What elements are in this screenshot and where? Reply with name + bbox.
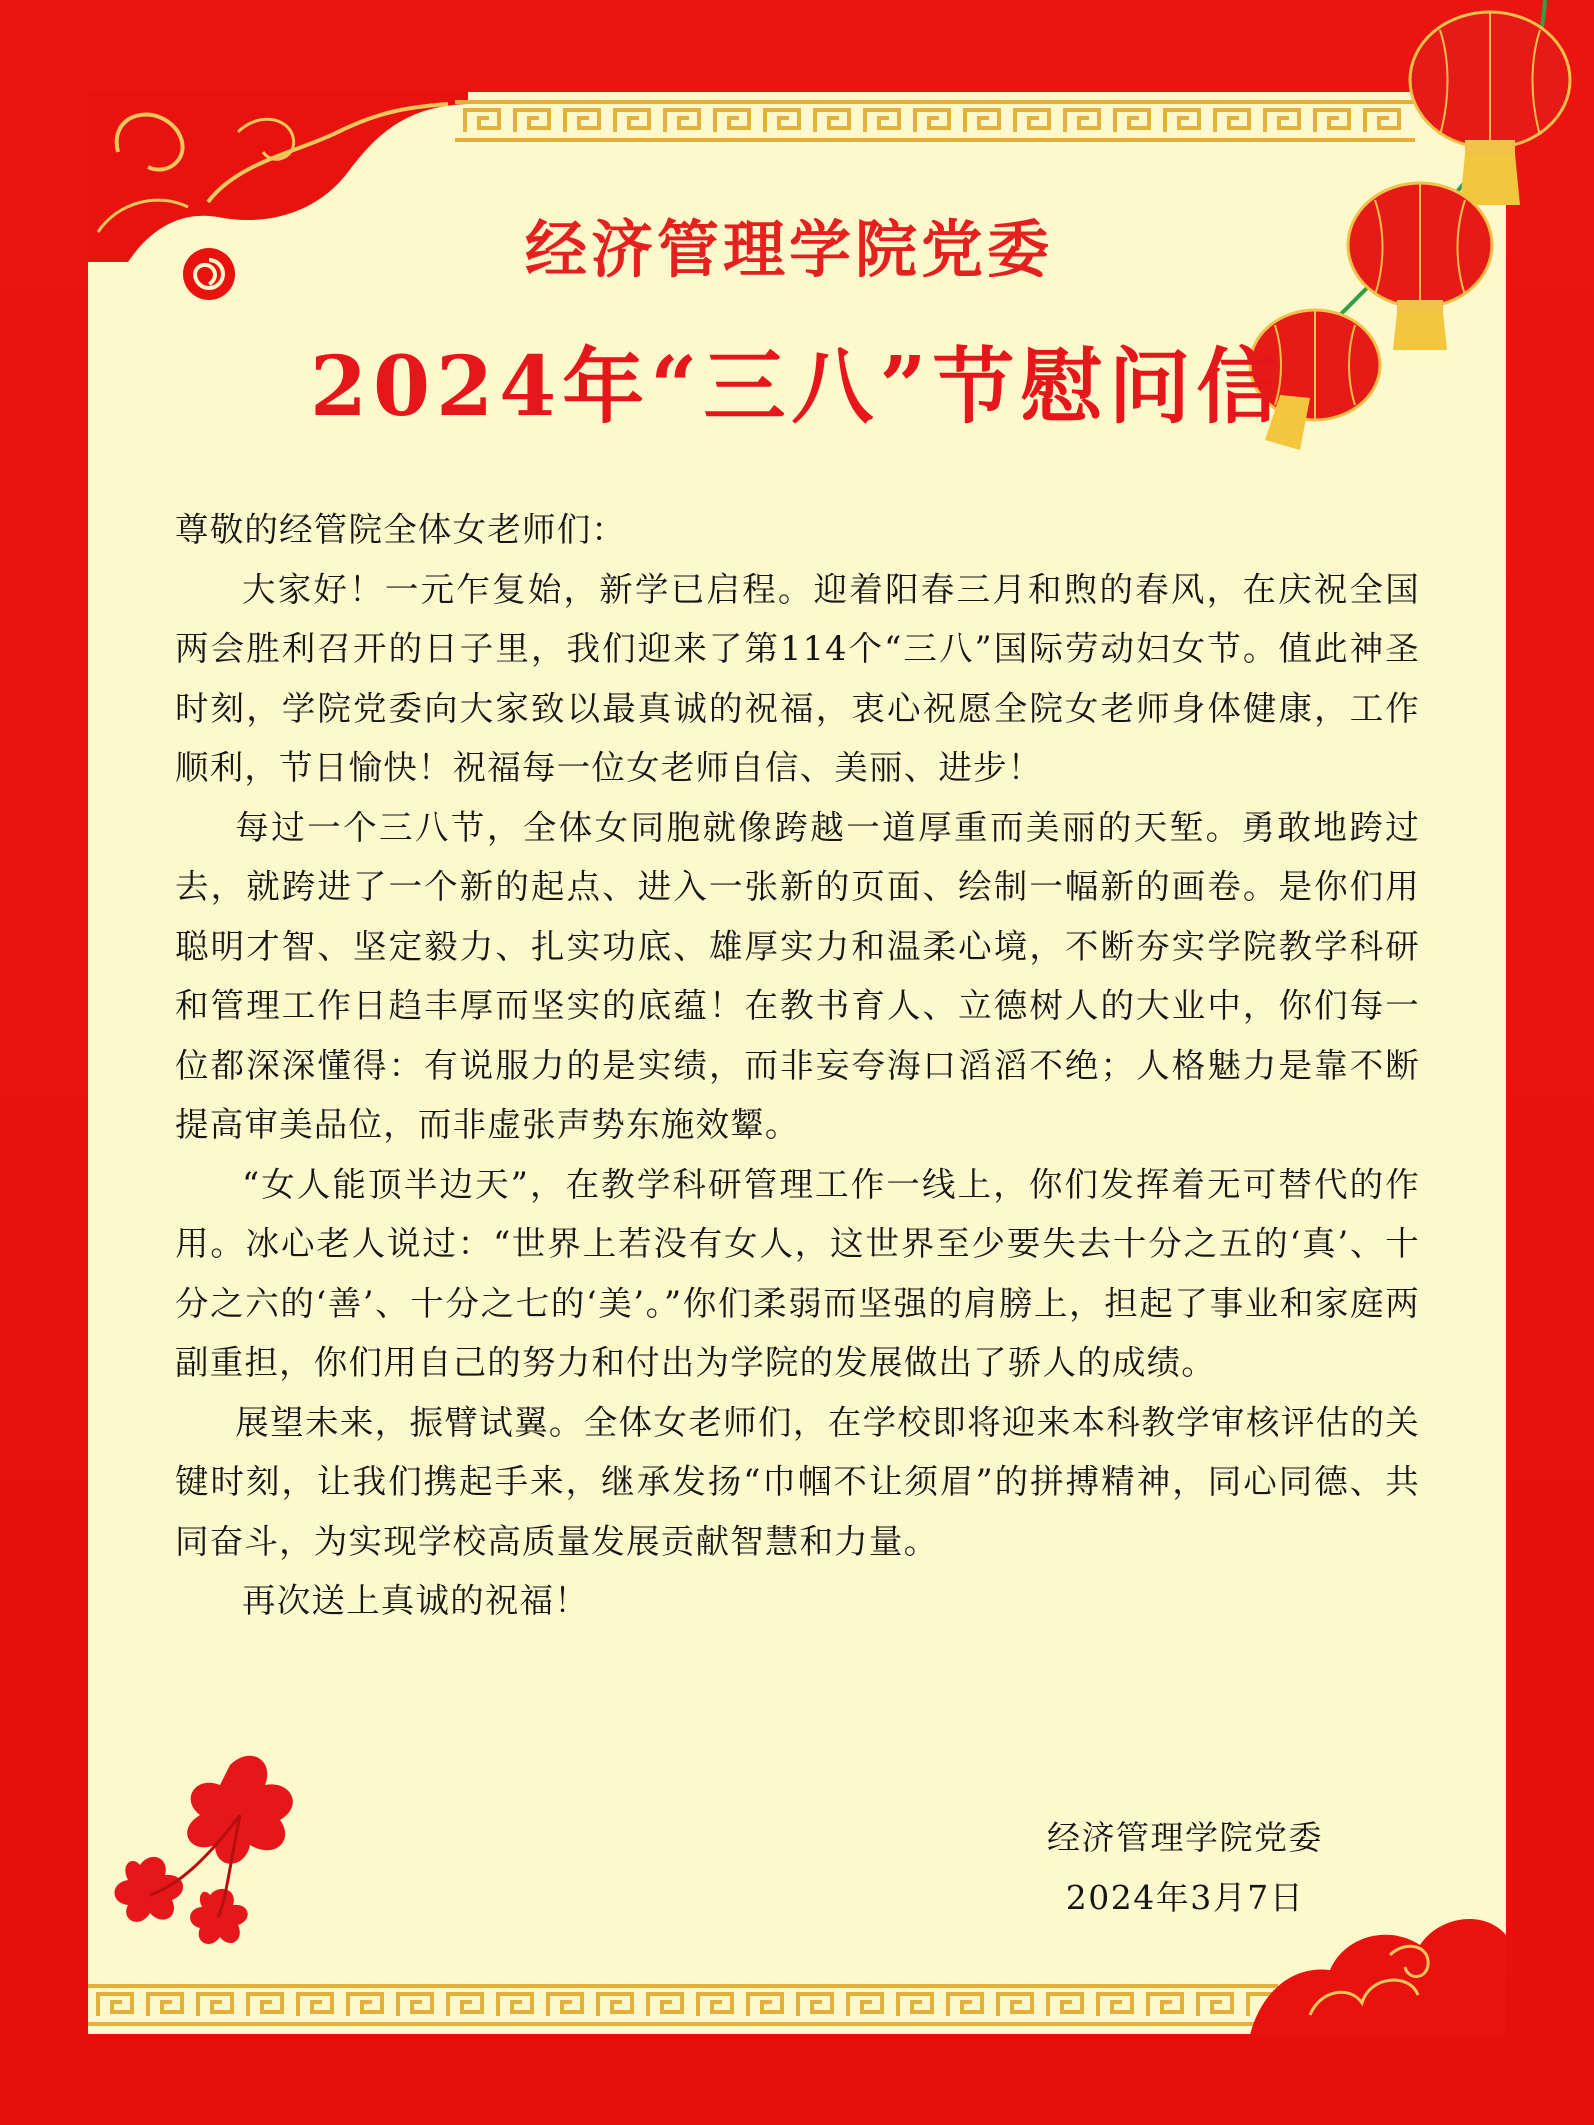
paragraph-1: 大家好！一元乍复始，新学已启程。迎着阳春三月和煦的春风，在庆祝全国两会胜利召开的日子里，我们迎来了第114个“三八”国际劳动妇女节。值此神圣时刻，学院党委向大家致以最真诚的祝福，衷心祝愿全院女老师身体健康，工作顺利，节日愉快！祝福每一位女老师自信、美丽、进步！	[175, 569, 1420, 787]
salutation: 尊敬的经管院全体女老师们：	[175, 510, 627, 549]
letter-title: 2024年“三八”节慰问信	[310, 339, 1285, 435]
signature: 经济管理学院党委	[1047, 1818, 1323, 1857]
paragraph-2: 每过一个三八节，全体女同胞就像跨越一道厚重而美丽的天堑。勇敢地跨过去，就跨进了一个新的起点、进入一张新的页面、绘制一幅新的画卷。是你们用聪明才智、坚定毅力、扎实功底、雄厚实力和温柔心境，不断夯实学院教学科研和管理工作日趋丰厚而坚实的底蕴！在教书育人、立德树人的大业中，你们每一位都深深懂得：有说服力的是实绩，而非妄夸海口滔滔不绝；人格魅力是靠不断提高审美品位，而非虚张声势东施效颦。	[175, 807, 1420, 1144]
meander-border-bottom	[88, 1982, 1278, 2028]
closing-wish: 再次送上真诚的祝福！	[242, 1581, 589, 1620]
signature-block	[1000, 1808, 1370, 1928]
paragraph-4: 展望未来，振臂试翼。全体女老师们，在学校即将迎来本科教学审核评估的关键时刻，让我们携起手来，继承发扬“巾帼不让须眉”的拼搏精神，同心同德、共同奋斗，为实现学校高质量发展贡献智慧和力量。	[175, 1402, 1420, 1561]
letter-date: 2024年3月7日	[1065, 1878, 1305, 1917]
paragraph-3: “女人能顶半边天”，在教学科研管理工作一线上，你们发挥着无可替代的作用。冰心老人说过：“世界上若没有女人，这世界至少要失去十分之五的‘真’、十分之六的‘善’、十分之七的‘美’。”你们柔弱而坚强的肩膀上，担起了事业和家庭两副重担，你们用自己的努力和付出为学院的发展做出了骄人的成绩。	[175, 1164, 1420, 1382]
flower-icon	[90, 1745, 320, 1960]
letter-body	[175, 500, 1420, 1631]
org-title: 经济管理学院党委	[524, 213, 1053, 286]
